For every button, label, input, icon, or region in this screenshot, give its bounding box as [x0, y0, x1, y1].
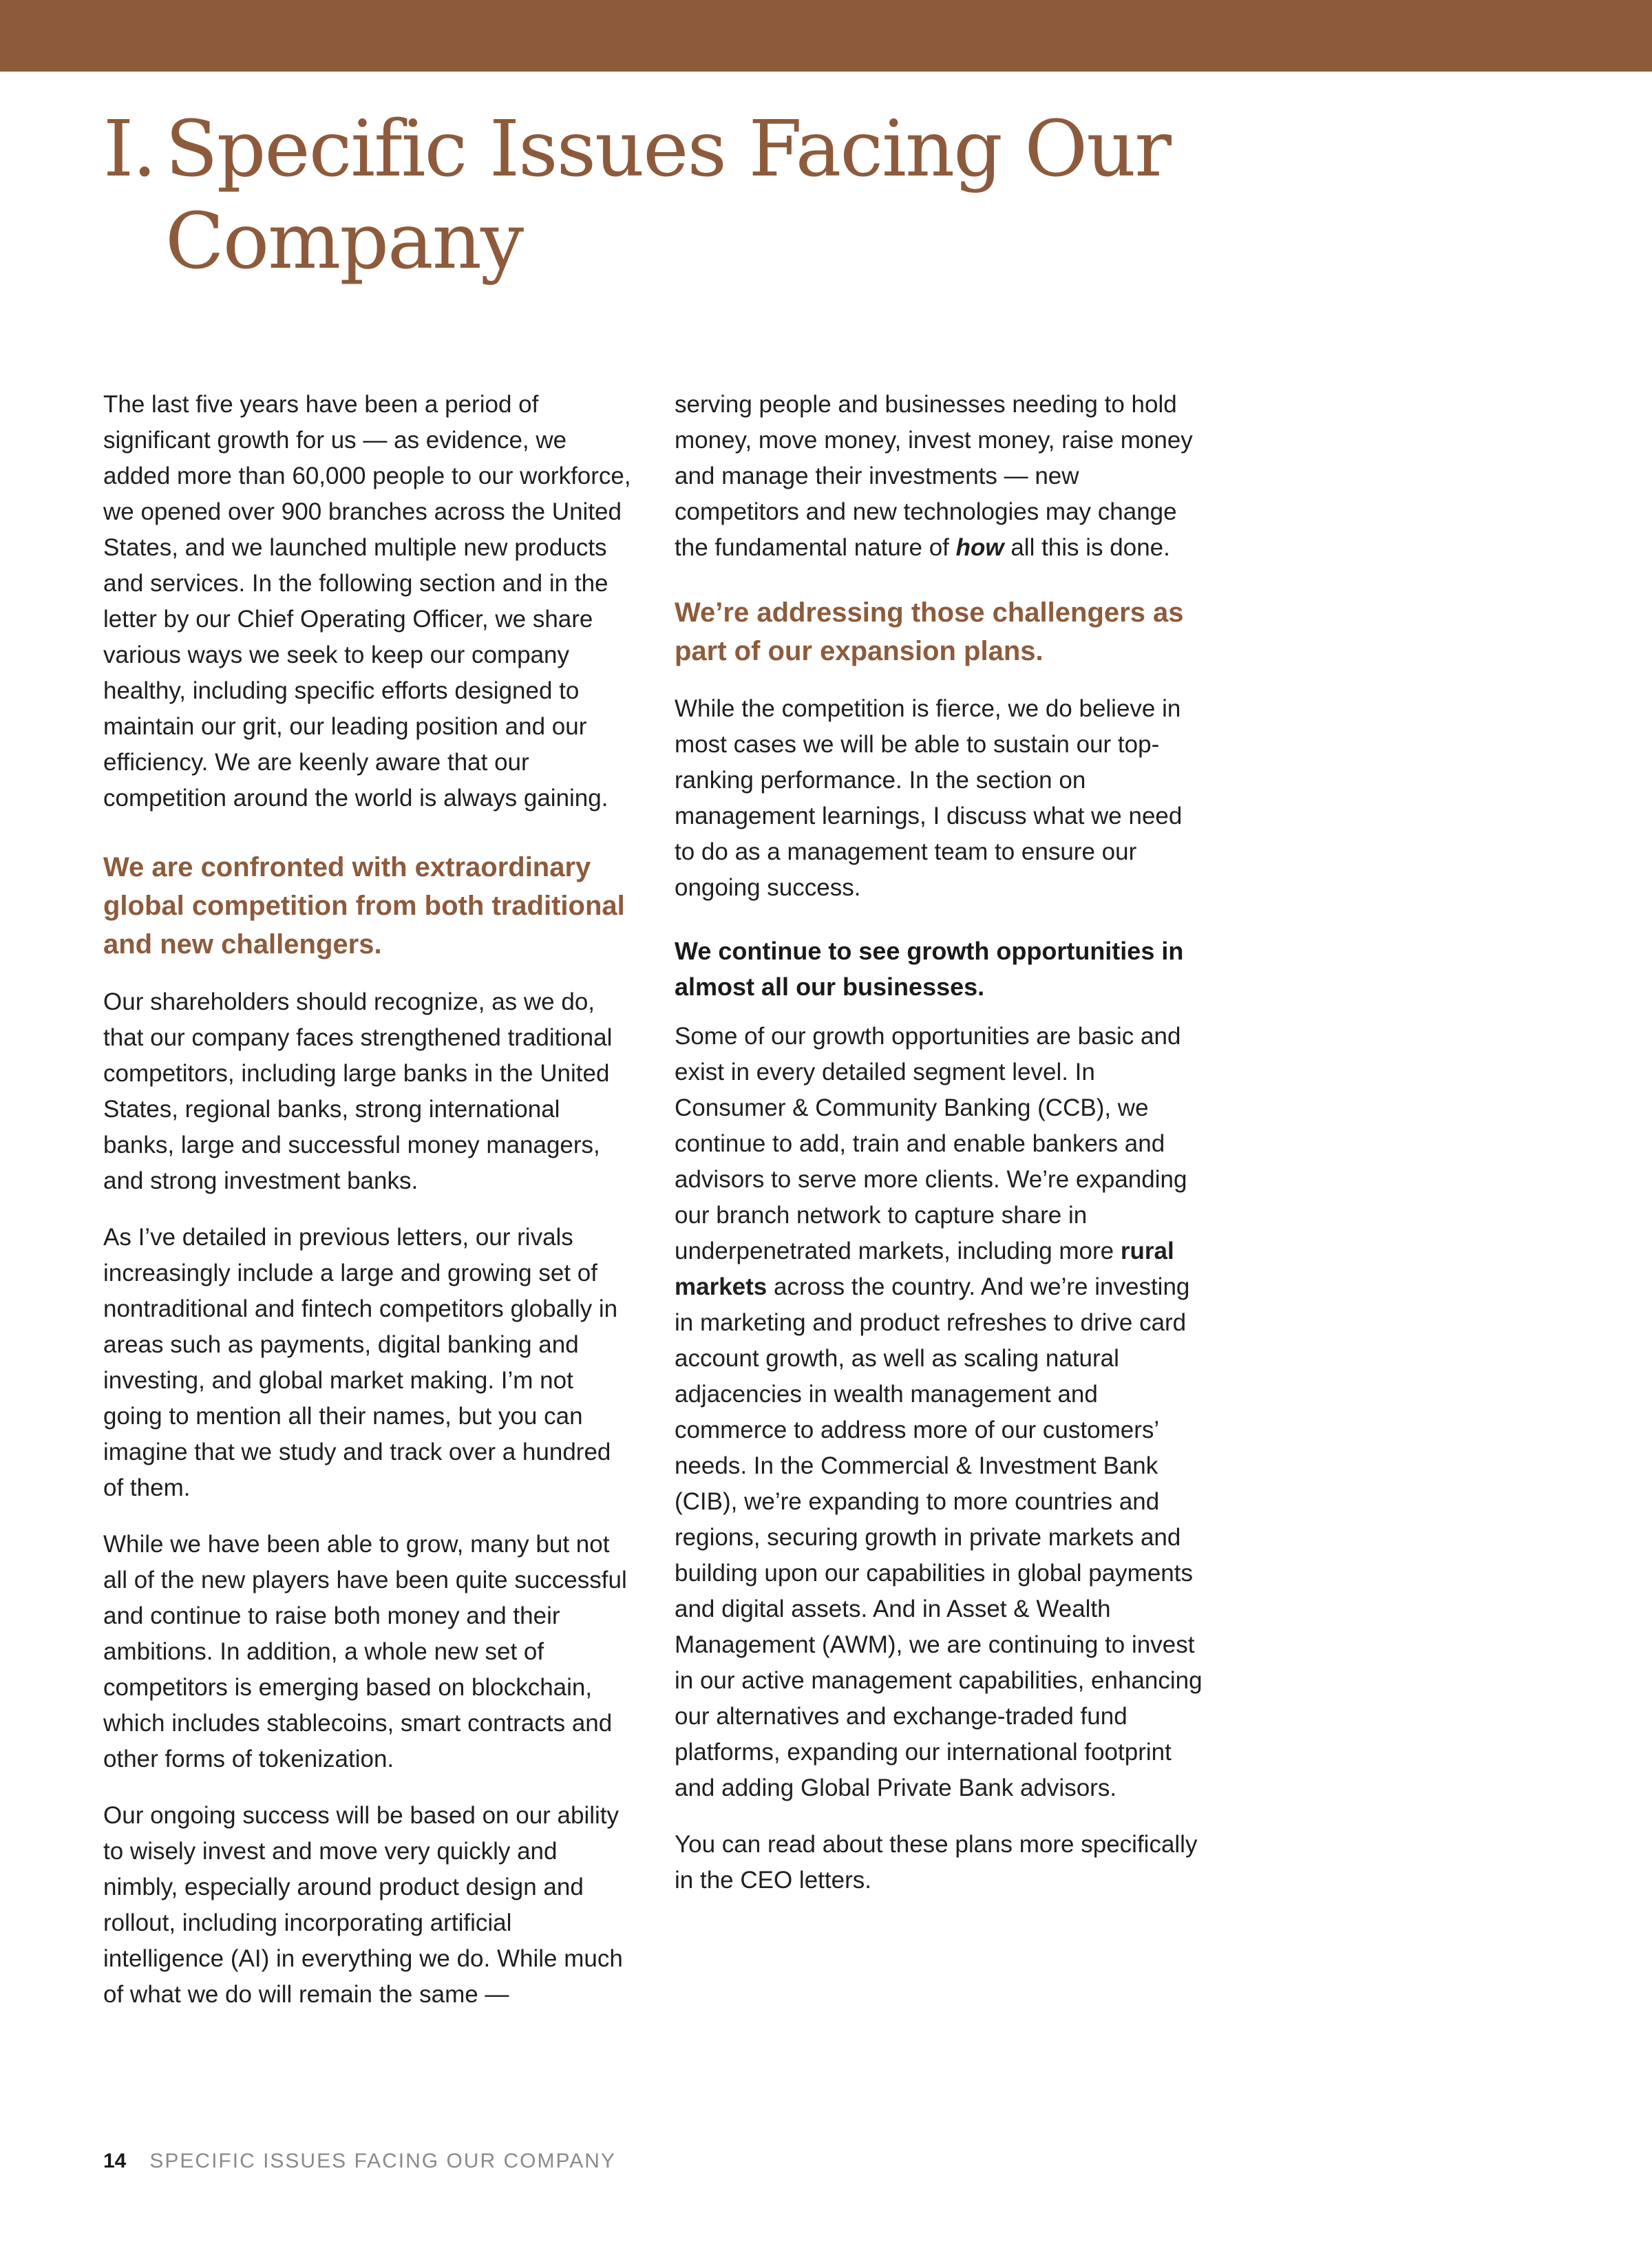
title-line-2: Company: [165, 197, 523, 286]
body-paragraph: Our ongoing success will be based on our ability to wisely invest and move very quickly and nimbly, especially around product design and rollout, including incorporating artificial intelligence (AI) in everything we do. While much of what we do will remain the same —: [103, 1802, 623, 2008]
emphasized-word: how: [955, 534, 1004, 561]
footer-section-name: SPECIFIC ISSUES FACING OUR COMPANY: [149, 2150, 616, 2172]
body-paragraph: The last five years have been a period of significant growth for us — as evidence, we added more than 60,000 people to our workforce, we opened over 900 branches across the United States, and we launched multiple new products and services. In the following section and in the letter by our Chief Operating Officer, we share various ways we seek to keep our company healthy, including specific efforts designed to maintain our grit, our leading position and our efficiency. We are keenly aware that our competition around the world is always gaining.: [103, 391, 631, 812]
left-column: [103, 387, 637, 2033]
body-paragraph: You can read about these plans more specifically in the CEO letters.: [675, 1831, 1198, 1894]
title-line-1: Specific Issues Facing Our: [165, 105, 1170, 194]
body-paragraph: [675, 1019, 1208, 1806]
body-paragraph: Our shareholders should recognize, as we do, that our company faces strengthened traditional competitors, including large banks in the United States, regional banks, strong international banks, large and successful money managers, and strong investment banks.: [103, 988, 613, 1194]
page-footer: [103, 2148, 616, 2175]
paragraph-text: all this is done.: [1004, 534, 1170, 561]
bold-subheading: We continue to see growth opportunities in almost all our businesses.: [675, 937, 1184, 1001]
section-subheading: We’re addressing those challengers as part of our expansion plans.: [675, 597, 1184, 666]
paragraph-text: serving people and businesses needing to hold money, move money, invest money, raise money and manage their investments — new competitors and new technologies may change the fundamental nature of: [675, 391, 1193, 561]
body-paragraph: While we have been able to grow, many but not all of the new players have been quite successful and continue to raise both money and their ambitions. In addition, a whole new set of competitors is emerging based on blockchain, which includes stablecoins, smart contracts and other forms of tokenization.: [103, 1531, 627, 1772]
body-paragraph: [675, 387, 1208, 566]
section-number: I.: [103, 105, 156, 194]
page-number: 14: [103, 2150, 127, 2172]
page-title: [103, 103, 1170, 288]
right-column: [675, 387, 1208, 1919]
paragraph-text: Some of our growth opportunities are basic and exist in every detailed segment level. In Consumer & Community Banking (CCB), we continue to add, train and enable bankers and advisors to serve more clients. We’re expanding our branch network to capture share in underpenetrated markets, including more: [675, 1023, 1187, 1264]
bold-phrase: rural markets: [675, 1238, 1174, 1300]
header-color-band: [0, 0, 1652, 72]
paragraph-text: across the country. And we’re investing in marketing and product refreshes to drive card account growth, as well as scaling natural adjacencies in wealth management and commerce to address more of our customers’ needs. In the Commercial & Investment Bank (CIB), we’re expanding to more countries and regions, securing growth in private markets and building upon our capabilities in global payments and digital assets. And in Asset & Wealth Management (AWM), we are continuing to invest in our active management capabilities, enhancing our alternatives and exchange-traded fund platforms, expanding our international footprint and adding Global Private Bank advisors.: [675, 1273, 1203, 1801]
section-subheading: We are confronted with extraordinary global competition from both traditional and new challengers.: [103, 852, 625, 960]
body-paragraph: As I’ve detailed in previous letters, our rivals increasingly include a large and growing set of nontraditional and fintech competitors globally in areas such as payments, digital banking and investing, and global market making. I’m not going to mention all their names, but you can imagine that we study and track over a hundred of them.: [103, 1224, 618, 1501]
body-paragraph: While the competition is fierce, we do believe in most cases we will be able to sustain our top-ranking performance. In the section on management learnings, I discuss what we need to do as a management team to ensure our ongoing success.: [675, 695, 1183, 901]
